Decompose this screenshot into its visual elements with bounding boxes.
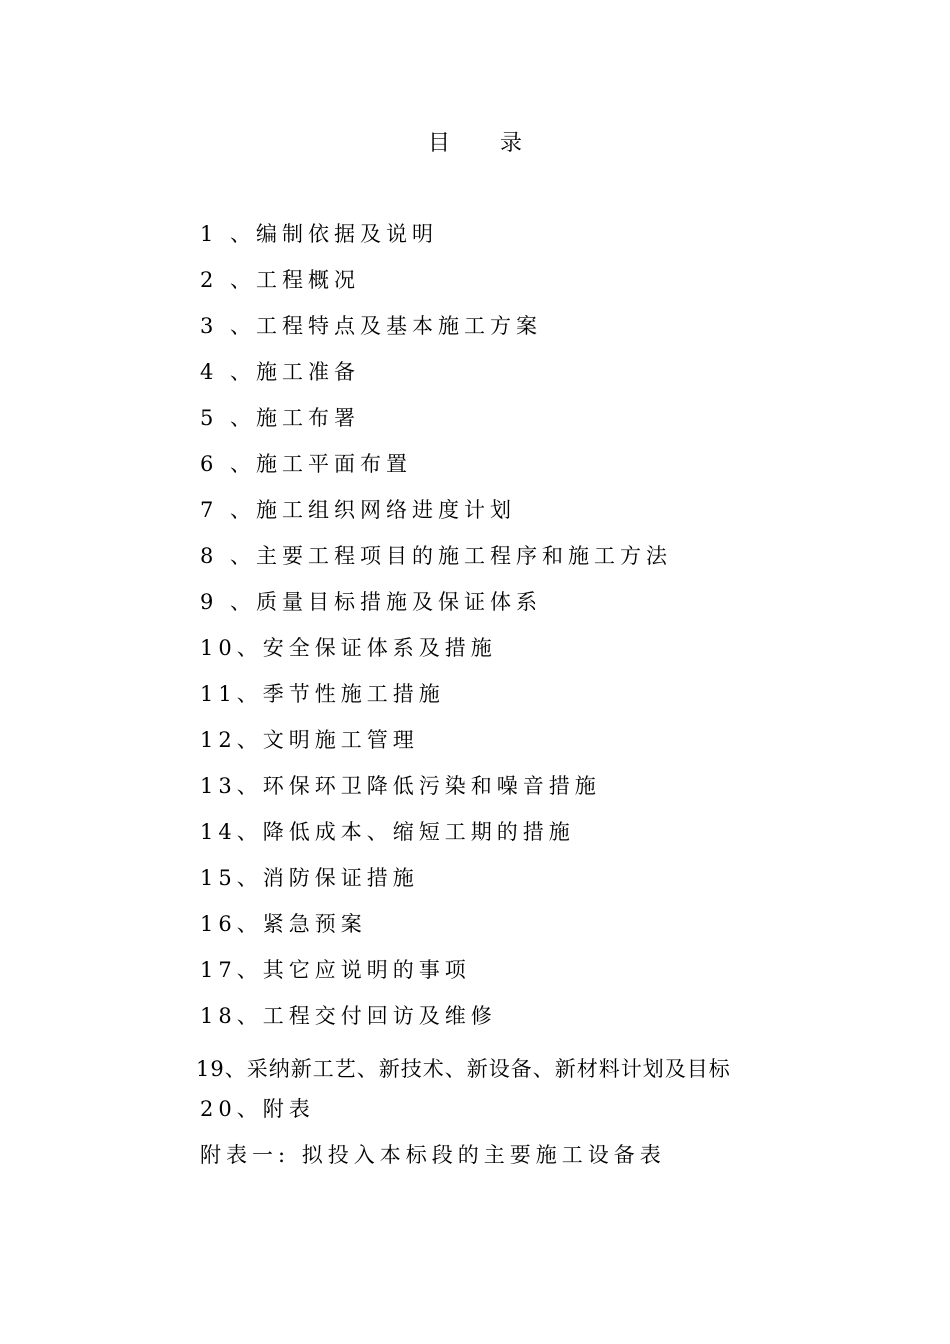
- toc-item-12: 12、文明施工管理: [200, 728, 419, 752]
- toc-item-5: 5 、施工布署: [200, 406, 361, 430]
- title-right-char: 录: [500, 131, 523, 156]
- toc-item-17: 17、其它应说明的事项: [200, 958, 471, 982]
- toc-item-2: 2 、工程概况: [200, 268, 361, 292]
- page-title: [0, 126, 950, 157]
- toc-item-13: 13、环保环卫降低污染和噪音措施: [200, 774, 601, 798]
- toc-item-20: 20、附表: [200, 1097, 315, 1121]
- toc-item-19: 19、采纳新工艺、新技术、新设备、新材料计划及目标: [196, 1057, 731, 1081]
- toc-item-11: 11、季节性施工措施: [200, 682, 445, 706]
- toc-item-7: 7 、施工组织网络进度计划: [200, 498, 517, 522]
- toc-appendix-1: 附表一: 拟投入本标段的主要施工设备表: [200, 1143, 666, 1167]
- toc-item-9: 9 、质量目标措施及保证体系: [200, 590, 543, 614]
- toc-item-15: 15、消防保证措施: [200, 866, 419, 890]
- toc-item-3: 3 、工程特点及基本施工方案: [200, 314, 543, 338]
- toc-item-6: 6 、施工平面布置: [200, 452, 413, 476]
- toc-item-14: 14、降低成本、缩短工期的措施: [200, 820, 575, 844]
- toc-item-18: 18、工程交付回访及维修: [200, 1004, 497, 1028]
- toc-item-16: 16、紧急预案: [200, 912, 367, 936]
- title-left-char: 目: [427, 131, 450, 156]
- toc-item-4: 4 、施工准备: [200, 360, 361, 384]
- toc-item-10: 10、安全保证体系及措施: [200, 636, 497, 660]
- toc-item-1: 1 、编制依据及说明: [200, 222, 439, 246]
- table-of-contents: [196, 218, 900, 1185]
- toc-item-8: 8 、主要工程项目的施工程序和施工方法: [200, 544, 673, 568]
